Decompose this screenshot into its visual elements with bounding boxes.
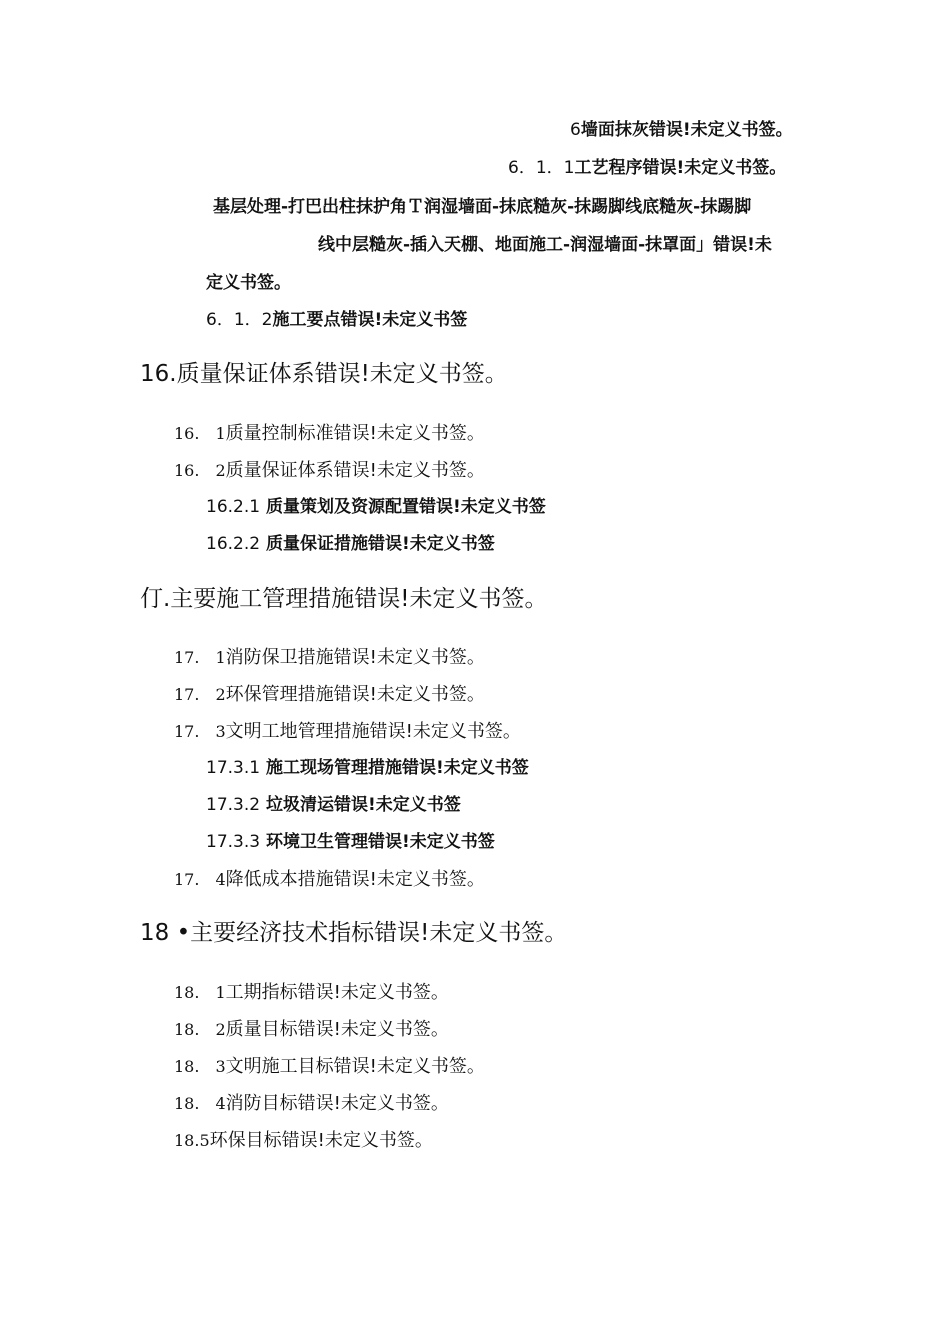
toc-number: 6．1．2 — [206, 310, 273, 330]
toc-title: 墙面抹灰错误!未定义书签。 — [580, 120, 793, 140]
toc-number: 6 — [570, 120, 581, 140]
toc-text-line: 基层处理-打巴出柱抹护角Ｔ润湿墙面-抹底糙灰-抹踢脚线底糙灰-抹踢脚 — [213, 197, 752, 217]
toc-number: 17. 2 — [174, 685, 226, 704]
toc-title: 质量保证措施错误!未定义书签 — [266, 534, 495, 554]
toc-title: 质量目标错误!未定义书签。 — [225, 1019, 449, 1040]
toc-heading-16[interactable]: 16.质量保证体系错误!未定义书签。 — [140, 361, 508, 387]
toc-entry-17-3-2[interactable] — [206, 797, 461, 814]
toc-entry-17-3-3[interactable] — [206, 834, 495, 851]
toc-number: 17. 3 — [174, 722, 226, 741]
toc-entry-17-4[interactable] — [174, 871, 485, 889]
toc-entry-17-2[interactable] — [174, 686, 485, 704]
toc-number: 16.2.2 — [206, 534, 261, 554]
toc-title: 环保管理措施错误!未定义书签。 — [225, 684, 485, 705]
toc-entry-18-5[interactable] — [174, 1132, 433, 1150]
toc-entry-6-1-1[interactable] — [508, 160, 786, 177]
toc-title: 文明工地管理措施错误!未定义书签。 — [225, 721, 521, 742]
toc-title: 工期指标错误!未定义书签。 — [225, 982, 449, 1003]
toc-number: 16. 2 — [174, 461, 226, 480]
toc-entry-18-1[interactable] — [174, 984, 449, 1002]
toc-number: 17.3.2 — [206, 795, 261, 815]
toc-entry-17-3-1[interactable] — [206, 760, 529, 777]
toc-title: 降低成本措施错误!未定义书签。 — [225, 869, 485, 890]
toc-entry-18-2[interactable] — [174, 1021, 449, 1039]
toc-title: 施工要点错误!未定义书签 — [272, 310, 468, 330]
toc-title: 垃圾清运错误!未定义书签 — [266, 795, 461, 815]
toc-number: 17.3.3 — [206, 832, 261, 852]
toc-title: 质量控制标准错误!未定义书签。 — [225, 423, 485, 444]
toc-title: 质量保证体系错误!未定义书签。 — [225, 460, 485, 481]
toc-number: 17. 1 — [174, 648, 226, 667]
toc-entry-16-2-2[interactable] — [206, 536, 495, 553]
toc-heading-17[interactable]: 仃.主要施工管理措施错误!未定义书签。 — [140, 586, 548, 612]
toc-title: 环保目标错误!未定义书签。 — [209, 1130, 433, 1151]
toc-entry-6[interactable] — [570, 122, 793, 139]
toc-heading-18[interactable]: 18 •主要经济技术指标错误!未定义书签。 — [140, 920, 568, 946]
toc-number: 16. 1 — [174, 424, 226, 443]
toc-title: 消防保卫措施错误!未定义书签。 — [225, 647, 485, 668]
toc-number: 17.3.1 — [206, 758, 261, 778]
toc-number: 17. 4 — [174, 870, 226, 889]
toc-entry-18-3[interactable] — [174, 1058, 485, 1076]
toc-text-line: 线中层糙灰-插入天棚、地面施工-润湿墙面-抹罩面」错误!未 — [318, 235, 772, 255]
toc-number: 6．1．1 — [508, 158, 575, 178]
toc-number: 18. 4 — [174, 1094, 226, 1113]
toc-title: 文明施工目标错误!未定义书签。 — [225, 1056, 485, 1077]
toc-title: 质量策划及资源配置错误!未定义书签 — [266, 497, 546, 517]
toc-title: 环境卫生管理错误!未定义书签 — [266, 832, 495, 852]
toc-title: 工艺程序错误!未定义书签。 — [574, 158, 787, 178]
toc-entry-18-4[interactable] — [174, 1095, 449, 1113]
toc-number: 16.2.1 — [206, 497, 261, 517]
toc-entry-17-3[interactable] — [174, 723, 521, 741]
toc-number: 18. 1 — [174, 983, 226, 1002]
toc-entry-16-2-1[interactable] — [206, 499, 546, 516]
toc-number: 18. 2 — [174, 1020, 226, 1039]
toc-entry-17-1[interactable] — [174, 649, 485, 667]
toc-entry-16-2[interactable] — [174, 462, 485, 480]
toc-entry-6-1-2[interactable] — [206, 312, 467, 329]
toc-title: 消防目标错误!未定义书签。 — [225, 1093, 449, 1114]
toc-number: 18. 3 — [174, 1057, 226, 1076]
toc-entry-16-1[interactable] — [174, 425, 485, 443]
toc-number: 18.5 — [174, 1131, 210, 1150]
toc-text-line: 定义书签。 — [206, 273, 291, 293]
toc-title: 施工现场管理措施错误!未定义书签 — [266, 758, 529, 778]
